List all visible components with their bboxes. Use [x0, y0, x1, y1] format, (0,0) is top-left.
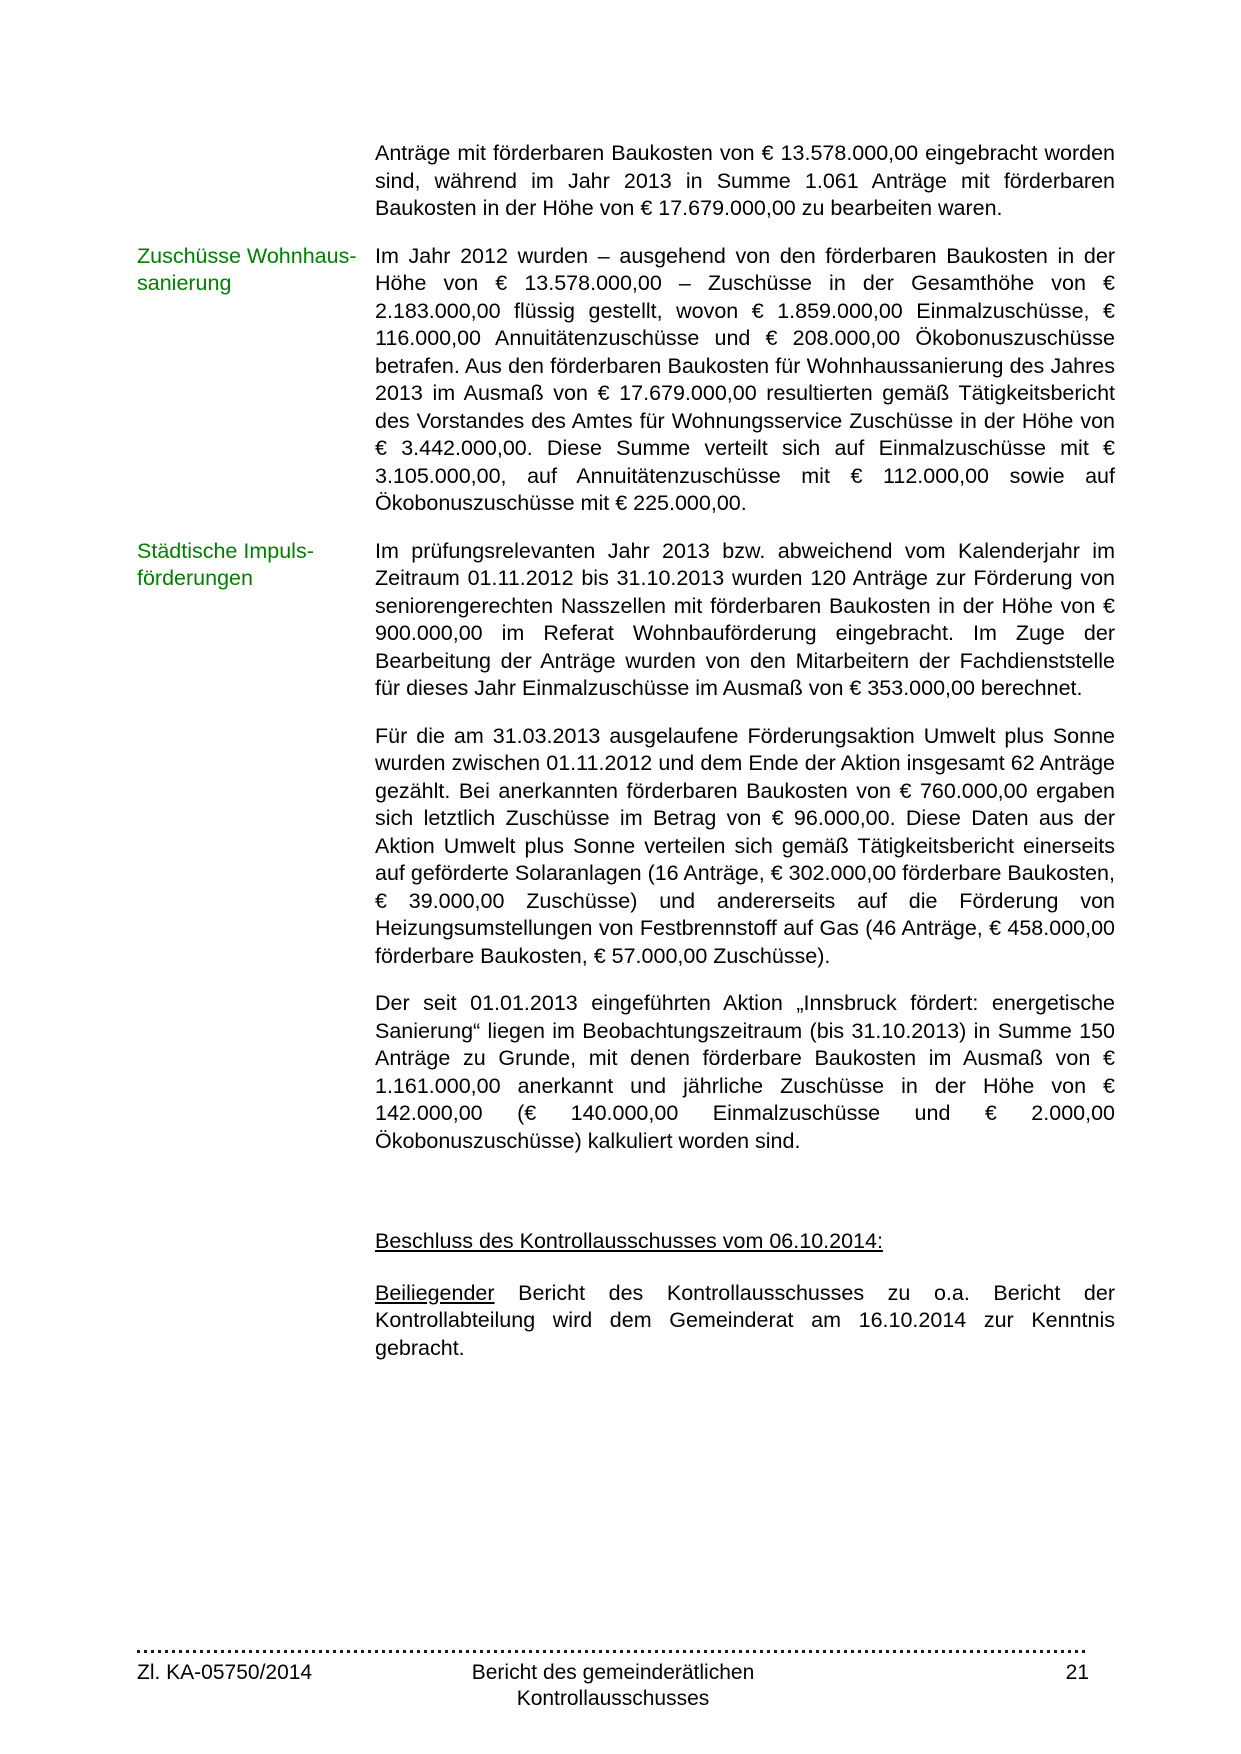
- resolution-heading: Beschluss des Kontrollausschusses vom 06.10.2014:: [375, 1229, 883, 1253]
- section-intro: [137, 140, 1115, 223]
- footer-row: [137, 1660, 1089, 1712]
- document-content: [137, 140, 1115, 1382]
- footer-page-number: 21: [1065, 1661, 1089, 1684]
- section-staedtische-impulsfoerderungen: [137, 538, 1115, 1156]
- paragraph: Im prüfungsrelevanten Jahr 2013 bzw. abweichend vom Kalenderjahr im Zeitraum 01.11.2012 bis 31.10.2013 wurden 120 Anträge zur Förderung von seniorengerechten Nasszellen mit förderbaren Baukosten in der Höhe von € 900.000,00 im Referat Wohnbauförderung eingebracht. Im Zuge der Bearbeitung der Anträge wurden von den Mitarbeitern der Fachdienststelle für dieses Jahr Einmalzuschüsse im Ausmaß von € 353.000,00 berechnet.: [375, 538, 1115, 700]
- footer-divider: [137, 1650, 1089, 1653]
- paragraph: Der seit 01.01.2013 eingeführten Aktion „Innsbruck fördert: energetische Sanierung“ liegen im Beobachtungszeitraum (bis 31.10.2013) in Summe 150 Anträge zu Grunde, mit denen förderbare Baukosten im Ausmaß von € 1.161.000,00 anerkannt und jährliche Zuschüsse in der Höhe von € 142.000,00 (€ 140.000,00 Einmalzuschüsse und € 2.000,00 Ökobonuszuschüsse) kalkuliert worden sind.: [375, 991, 1115, 1153]
- margin-label: Städtische Impuls-förderungen: [137, 538, 314, 590]
- section-body: [375, 538, 1115, 1156]
- resolution-paragraph: [375, 1280, 1115, 1363]
- paragraph: Im Jahr 2012 wurden – ausgehend von den förderbaren Baukosten in der Höhe von € 13.578.000,00 – Zuschüsse in der Gesamthöhe von € 2.183.000,00 flüssig gestellt, wovon € 1.859.000,00 Einmalzuschüsse, € 116.000,00 Annuitätenzuschüsse und € 208.000,00 Ökobonuszuschüsse betrafen. Aus den förderbaren Baukosten für Wohnhaussanierung des Jahres 2013 im Ausmaß von € 17.679.000,00 resultierten gemäß Tätigkeitsbericht des Vorstandes des Amtes für Wohnungsservice Zuschüsse in der Höhe von € 3.442.000,00. Diese Summe verteilt sich auf Einmalzuschüsse mit € 3.105.000,00, auf Annuitätenzuschüsse mit € 112.000,00 sowie auf Ökobonuszuschüsse mit € 225.000,00.: [375, 243, 1115, 515]
- resolution-lead-word: Beiliegender: [375, 1280, 495, 1305]
- resolution-body-text: Bericht des Kontrollausschusses zu o.a. Bericht der Kontrollabteilung wird dem Gemeinderat am 16.10.2014 zur Kenntnis gebracht.: [375, 1280, 1115, 1360]
- section-beschluss: [137, 1228, 1115, 1362]
- section-body: [375, 140, 1115, 223]
- paragraph: Für die am 31.03.2013 ausgelaufene Förderungsaktion Umwelt plus Sonne wurden zwischen 01.11.2012 und dem Ende der Aktion insgesamt 62 Anträge gezählt. Bei anerkannten förderbaren Baukosten von € 760.000,00 ergaben sich letztlich Zuschüsse im Betrag von € 96.000,00. Diese Daten aus der Aktion Umwelt plus Sonne verteilen sich gemäß Tätigkeitsbericht einerseits auf geförderte Solaranlagen (16 Anträge, € 302.000,00 förderbare Baukosten, € 39.000,00 Zuschüsse) und andererseits auf die Förderung von Heizungsumstellungen von Festbrennstoff auf Gas (46 Anträge, € 458.000,00 förderbare Baukosten, € 57.000,00 Zuschüsse).: [375, 723, 1115, 968]
- section-zuschuesse-wohnhaussanierung: [137, 243, 1115, 518]
- page-footer: [137, 1650, 1089, 1712]
- footer-title: Bericht des gemeinderätlichen Kontrollausschusses: [471, 1661, 755, 1710]
- footer-reference: Zl. KA-05750/2014: [137, 1661, 313, 1684]
- margin-label: Zuschüsse Wohnhaus-sanierung: [137, 243, 357, 295]
- paragraph: Anträge mit förderbaren Baukosten von € 13.578.000,00 eingebracht worden sind, während im Jahr 2013 in Summe 1.061 Anträge mit förderbaren Baukosten in der Höhe von € 17.679.000,00 zu bearbeiten waren.: [375, 141, 1115, 220]
- section-body: [375, 243, 1115, 518]
- section-body: [375, 1228, 1115, 1362]
